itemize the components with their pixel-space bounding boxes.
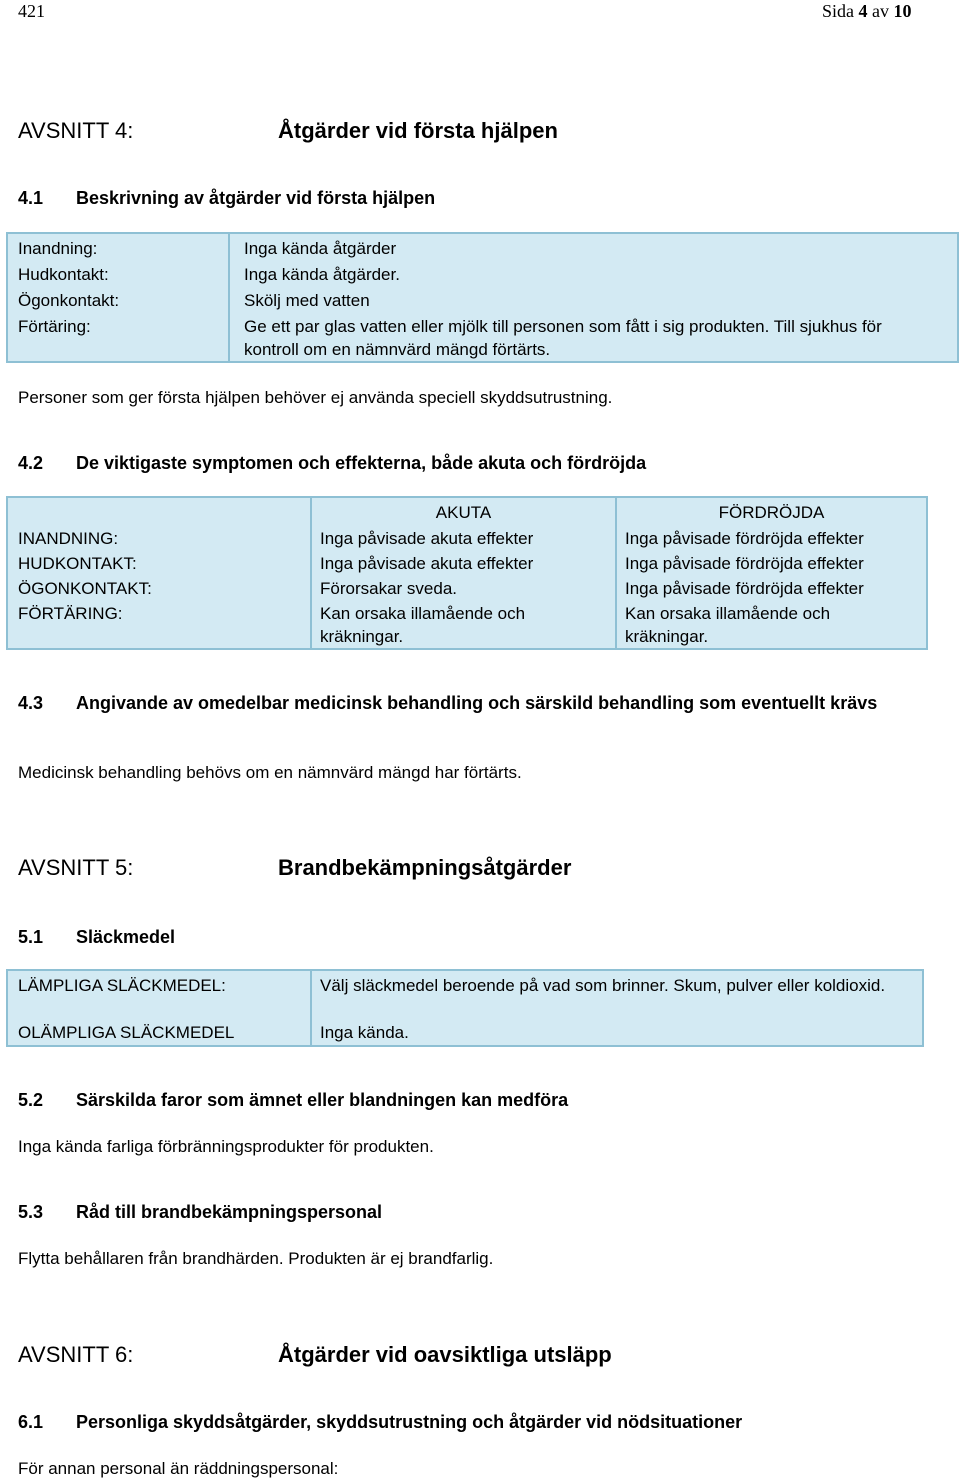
acute-effect: Förorsakar sveda.: [320, 579, 457, 598]
subsection-6-1-number: 6.1: [18, 1412, 44, 1432]
subsection-6-1-title: Personliga skyddsåtgärder, skyddsutrustning och åtgärder vid nödsituationer: [76, 1412, 743, 1432]
first-aid-labels-cell: [7, 233, 229, 362]
symptoms-table: [6, 496, 928, 650]
page-code: 421: [18, 1, 45, 21]
section-6-label: AVSNITT 6:: [18, 1342, 134, 1367]
subsection-4-1-title: Beskrivning av åtgärder vid första hjälpen: [76, 188, 436, 208]
acute-effect: Inga påvisade akuta effekter: [320, 529, 534, 548]
page-current: 4: [858, 1, 868, 21]
subsection-5-1-number: 5.1: [18, 927, 44, 947]
special-hazards-text: Inga kända farliga förbränningsprodukter för produkten.: [18, 1137, 434, 1156]
delayed-effect: Kan orsaka illamående och kräkningar.: [625, 604, 831, 646]
first-aid-label: Hudkontakt:: [18, 265, 109, 284]
delayed-column-header: FÖRDRÖJDA: [718, 503, 825, 522]
subsection-4-3-number: 4.3: [18, 693, 44, 713]
section-4-label: AVSNITT 4:: [18, 118, 134, 143]
subsection-5-3-number: 5.3: [18, 1202, 44, 1222]
first-aid-label: Inandning:: [18, 239, 98, 258]
page-of: av: [872, 1, 890, 21]
symptoms-acute-column: [311, 497, 616, 649]
first-aid-values-cell: [229, 233, 958, 362]
first-aid-label: Ögonkontakt:: [18, 291, 120, 310]
page-label: Sida: [822, 1, 855, 21]
non-emergency-personnel-text: För annan personal än räddningspersonal:: [18, 1459, 339, 1478]
symptoms-label-column: [7, 497, 311, 649]
symptom-route-label: FÖRTÄRING:: [18, 604, 123, 623]
section-5-label: AVSNITT 5:: [18, 855, 134, 880]
section-4-title: Åtgärder vid första hjälpen: [278, 118, 558, 143]
first-aid-value: Inga kända åtgärder: [244, 239, 397, 258]
unsuitable-media-value: Inga kända.: [320, 1023, 409, 1042]
first-aid-label: Förtäring:: [18, 317, 91, 336]
page-total: 10: [893, 1, 912, 21]
first-aid-value: Ge ett par glas vatten eller mjölk till personen som fått i sig produkten. Till sjukhus för kontroll om en nämnvärd mängd förtärts.: [244, 317, 882, 359]
subsection-5-3-title: Råd till brandbekämpningspersonal: [76, 1202, 383, 1222]
symptom-route-label: INANDNING:: [18, 529, 119, 548]
delayed-effect: Inga påvisade fördröjda effekter: [625, 554, 864, 573]
symptom-route-label: ÖGONKONTAKT:: [18, 579, 152, 598]
page-indicator: [822, 0, 912, 22]
extinguishing-values-cell: [311, 970, 923, 1046]
acute-effect: Kan orsaka illamående och kräkningar.: [320, 604, 526, 646]
section-6-title: Åtgärder vid oavsiktliga utsläpp: [278, 1342, 612, 1367]
firefighter-advice-text: Flytta behållaren från brandhärden. Produkten är ej brandfarlig.: [18, 1249, 494, 1268]
symptoms-delayed-column: [616, 497, 927, 649]
suitable-media-label: LÄMPLIGA SLÄCKMEDEL:: [18, 976, 226, 995]
first-aid-value: Skölj med vatten: [244, 291, 370, 310]
extinguishing-media-table: [6, 969, 924, 1047]
suitable-media-value: Välj släckmedel beroende på vad som brinner. Skum, pulver eller koldioxid.: [320, 976, 886, 995]
first-aid-note: Personer som ger första hjälpen behöver ej använda speciell skyddsutrustning.: [18, 388, 613, 407]
unsuitable-media-label: OLÄMPLIGA SLÄCKMEDEL: [18, 1023, 235, 1042]
subsection-5-2-number: 5.2: [18, 1090, 44, 1110]
medical-treatment-text: Medicinsk behandling behövs om en nämnvärd mängd har förtärts.: [18, 763, 522, 782]
symptom-route-label: HUDKONTAKT:: [18, 554, 137, 573]
subsection-4-3-title: Angivande av omedelbar medicinsk behandling och särskild behandling som eventuellt krävs: [76, 693, 878, 713]
subsection-4-2-title: De viktigaste symptomen och effekterna, både akuta och fördröjda: [76, 453, 647, 473]
first-aid-value: Inga kända åtgärder.: [244, 265, 400, 284]
subsection-5-2-title: Särskilda faror som ämnet eller blandningen kan medföra: [76, 1090, 569, 1110]
section-5-title: Brandbekämpningsåtgärder: [278, 855, 572, 880]
subsection-4-1-number: 4.1: [18, 188, 44, 208]
acute-effect: Inga påvisade akuta effekter: [320, 554, 534, 573]
subsection-5-1-title: Släckmedel: [76, 927, 176, 947]
delayed-effect: Inga påvisade fördröjda effekter: [625, 579, 864, 598]
delayed-effect: Inga påvisade fördröjda effekter: [625, 529, 864, 548]
subsection-4-2-number: 4.2: [18, 453, 44, 473]
extinguishing-labels-cell: [7, 970, 311, 1046]
first-aid-table: [6, 232, 959, 363]
acute-column-header: AKUTA: [435, 503, 492, 522]
